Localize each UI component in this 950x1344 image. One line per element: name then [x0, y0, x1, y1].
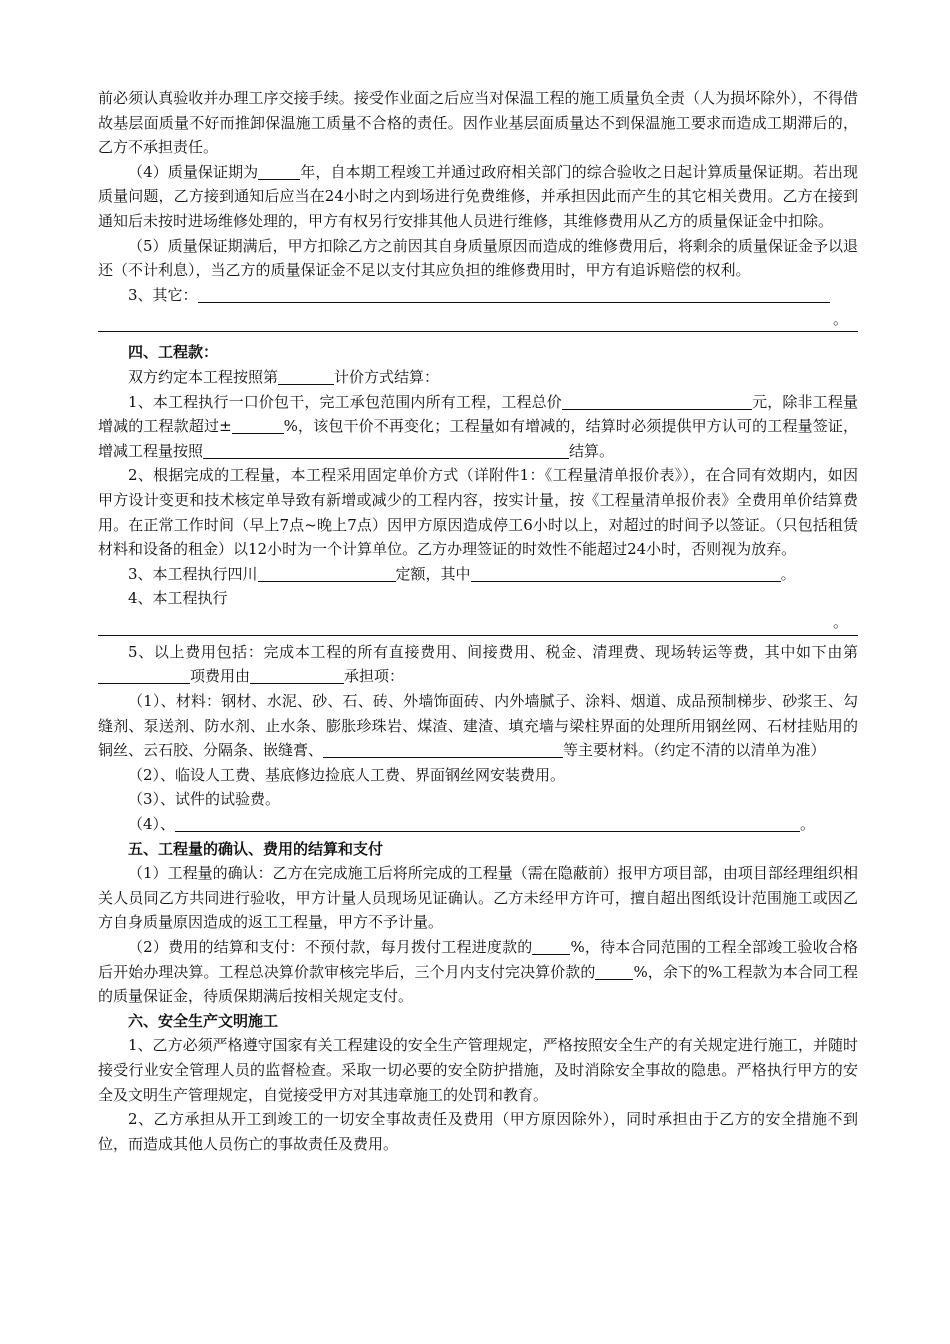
- blank-variation-percent[interactable]: [232, 416, 284, 434]
- blank-other-2[interactable]: 。: [98, 307, 858, 332]
- paragraph-pricing-method: 双方约定本工程按照第 计价方式结算：: [128, 367, 440, 386]
- paragraph-testing: （3）、试件的试验费。: [128, 790, 281, 809]
- blank-warranty-years[interactable]: [258, 162, 300, 180]
- paragraph-quota: 3、本工程执行四川 定额，其中 。: [128, 564, 796, 583]
- blank-sichuan-quota[interactable]: [258, 564, 396, 582]
- paragraph-fee-scope: 5、以上费用包括：完成本工程的所有直接费用、间接费用、税金、清理费、现场转运等费，其中如下由第项费用由 承担项：: [98, 640, 858, 689]
- paragraph-item-4: （4）、 。: [128, 815, 816, 834]
- blank-other-1[interactable]: [198, 285, 830, 303]
- paragraph-materials: （1）、材料：钢材、水泥、砂、石、砖、外墙饰面砖、内外墙腻子、涂料、烟道、成品预制梯步、砂浆王、勾缝剂、泵送剂、防水剂、止水条、膨胀珍珠岩、煤渣、建渣、填充墙与梁柱界面的处理所用钢丝网、石材挂贴用的铜丝、云石胶、分隔条、嵌缝膏、 等主要材料。（约定不清的以清单为准）: [98, 692, 858, 760]
- paragraph-labor: （2）、临设人工费、基底修边捡底人工费、界面钢丝网安装费用。: [128, 765, 566, 784]
- contract-page: [98, 86, 858, 1156]
- paragraph-lump-sum: 1、本工程执行一口价包干，完工承包范围内所有工程，工程总价 元，除非工程量增减的工程款超过± %，该包干价不再变化；工程量如有增减的，结算时必须提供甲方认可的工程量签证，增减工程量按照 结算。: [98, 392, 858, 460]
- paragraph-other: 3、其它：: [98, 283, 858, 308]
- paragraph-warranty-period: （4）质量保证期为 年，自本期工程竣工并通过政府相关部门的综合验收之日起计算质量保证期。若出现质量问题，乙方接到通知后应当在24小时之内到场进行免费维修，并承担因此而产生的其它相关费用。乙方在接到通知后未按时进场维修处理的，甲方有权另行安排其他人员进行维修，其维修费用从乙方的质量保证金中扣除。: [98, 162, 858, 230]
- blank-pricing-method[interactable]: [278, 367, 334, 385]
- paragraph-execution: 4、本工程执行: [128, 589, 228, 608]
- blank-fee-item[interactable]: [98, 666, 190, 684]
- paragraph-unit-price: 2、根据完成的工程量，本工程采用固定单价方式（详附件1：《工程量清单报价表》），在合同有效期内，如因甲方设计变更和技术核定单导致有新增或减少的工程内容，按实计量，按《工程量清单报价表》全费用单价结算费用。在正常工作时间（早上7点~晚上7点）因甲方原因造成停工6小时以上，对超过的时间予以签证。（只包括租赁材料和设备的租金）以12小时为一个计算单位。乙方办理签证的时效性不能超过24小时，否则视为放弃。: [98, 466, 858, 559]
- blank-quota-detail[interactable]: [471, 564, 781, 582]
- section-heading-safety: 六、安全生产文明施工: [128, 1011, 279, 1030]
- paragraph-safety-rules: 1、乙方必须严格遵守国家有关工程建设的安全生产管理规定，严格按照安全生产的有关规定进行施工，并随时接受行业安全管理人员的监督检查。采取一切必要的安全防护措施，及时消除安全事故的隐患。严格执行甲方的安全及文明生产管理规定，自觉接受甲方对其违章施工的处罚和教育。: [98, 1036, 858, 1104]
- blank-materials[interactable]: [323, 740, 563, 758]
- paragraph-safety-liability: 2、乙方承担从开工到竣工的一切安全事故责任及费用（甲方原因除外），同时承担由于乙方的安全措施不到位，而造成其他人员伤亡的事故责任及费用。: [98, 1110, 858, 1153]
- paragraph-quantity-confirmation: （1）工程量的确认：乙方在完成施工后将所完成的工程量（需在隐蔽前）报甲方项目部，由项目部经理组织相关人员同乙方共同进行验收，甲方计量人员现场见证确认。乙方未经甲方许可，擅自超出图纸设计范围施工或因乙方自身质量原因造成的返工工程量，甲方不予计量。: [98, 864, 858, 932]
- blank-execution[interactable]: 。: [98, 611, 858, 636]
- blank-total-price[interactable]: [562, 392, 752, 410]
- paragraph-acceptance: 前必须认真验收并办理工序交接手续。接受作业面之后应当对保温工程的施工质量负全责（人为损坏除外），不得借故基层面质量不好而推卸保温施工质量不合格的责任。因作业基层面质量达不到保温施工要求而造成工期滞后的，乙方不承担责任。: [98, 89, 858, 157]
- paragraph-payment-terms: （2）费用的结算和支付：不预付款，每月拨付工程进度款的 %，待本合同范围的工程全部竣工验收合格后开始办理决算。工程总决算价款审核完毕后，三个月内支付完决算价款的 %，余下的%工程款为本合同工程的质量保证金，待质保期满后按相关规定支付。: [98, 938, 858, 1006]
- blank-item-4[interactable]: [175, 814, 800, 832]
- blank-variation-basis[interactable]: [203, 441, 569, 459]
- section-heading-settlement: 五、工程量的确认、费用的结算和支付: [128, 839, 384, 858]
- blank-progress-payment-percent[interactable]: [532, 937, 570, 955]
- paragraph-warranty-refund: （5）质量保证期满后，甲方扣除乙方之前因其自身质量原因而造成的维修费用后，将剩余的质量保证金予以退还（不计利息），当乙方的质量保证金不足以支付其应负担的维修费用时，甲方有追诉赔偿的权利。: [98, 236, 858, 280]
- blank-final-payment-percent[interactable]: [595, 962, 633, 980]
- blank-fee-bearer[interactable]: [250, 666, 344, 684]
- section-heading-payment: 四、工程款：: [128, 343, 219, 362]
